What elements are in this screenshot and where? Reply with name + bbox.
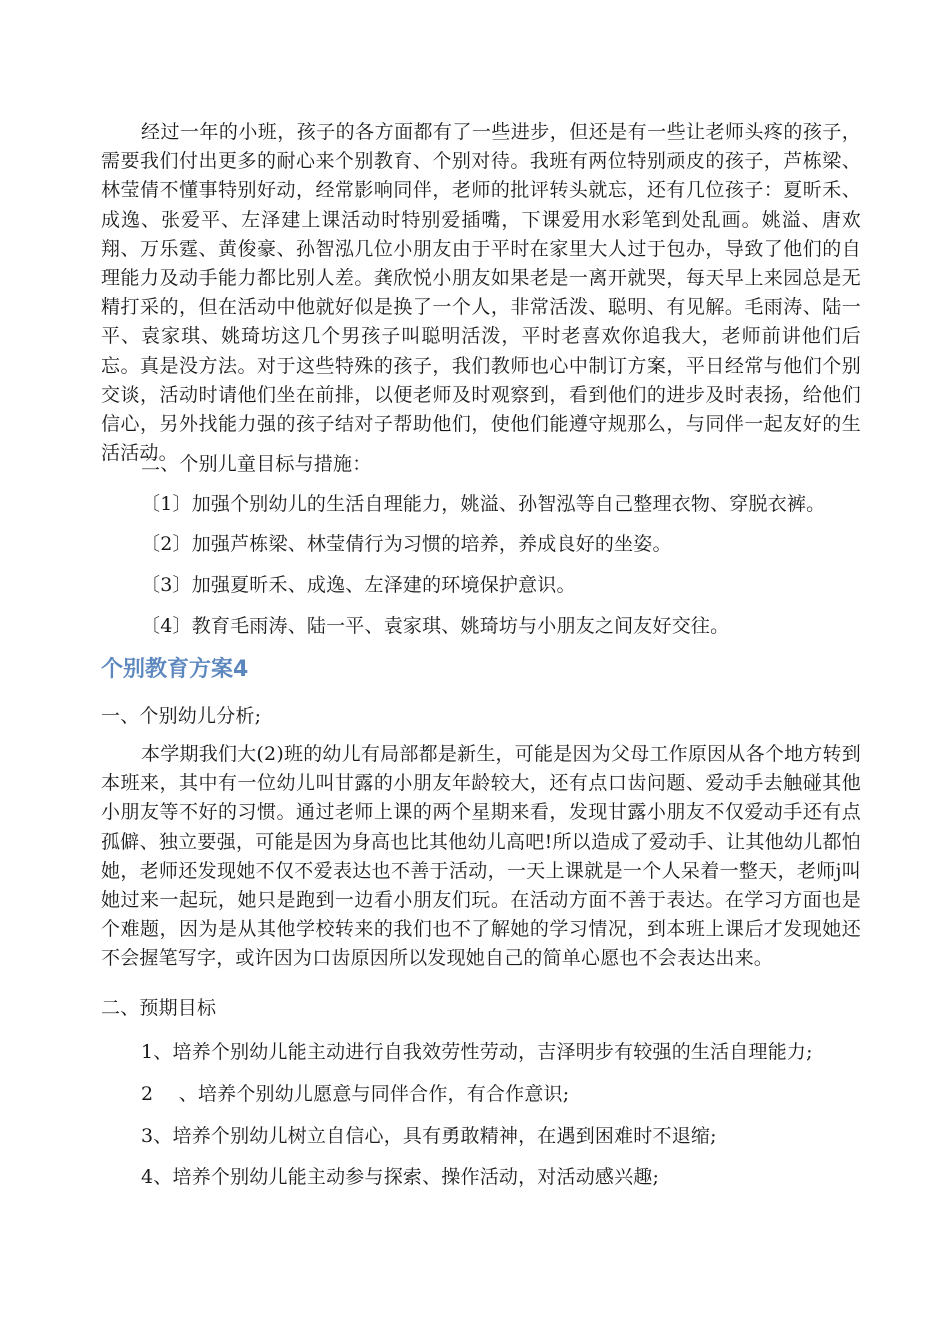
- goal-item-2: 2 、培养个别幼儿愿意与同伴合作，有合作意识;: [141, 1083, 570, 1105]
- analysis-paragraph: 本学期我们大(2)班的幼儿有局部都是新生，可能是因为父母工作原因从各个地方转到本班来，其中有一位幼儿叫甘露的小朋友年龄较大，还有点口齿问题、爱动手去触碰其他小朋友等不好的习惯。通过老师上课的两个星期来看，发现甘露小朋友不仅爱动手还有点孤僻、独立要强，可能是因为身高也比其他幼儿高吧!所以造成了爱动手、让其他幼儿都怕她，老师还发现她不仅不爱表达也不善于活动，一天上课就是一个人呆着一整天，老师j叫她过来一起玩，她只是跑到一边看小朋友们玩。在活动方面不善于表达。在学习方面也是个难题，因为是从其他学校转来的我们也不了解她的学习情况，到本班上课后才发现她还不会握笔写字，或许因为口齿原因所以发现她自己的简单心愿也不会表达出来。: [101, 743, 861, 970]
- measure-item-3: 〔3〕加强夏昕禾、成逸、左泽建的环境保护意识。: [141, 574, 576, 596]
- section-title-measures: 二、个别儿童目标与措施：: [141, 453, 372, 475]
- goal-item-4: 4、培养个别幼儿能主动参与探索、操作活动，对活动感兴趣;: [141, 1166, 660, 1188]
- goal-item-1: 1、培养个别幼儿能主动进行自我效劳性劳动，吉泽明步有较强的生活自理能力;: [141, 1041, 813, 1063]
- intro-paragraph: 经过一年的小班，孩子的各方面都有了一些进步，但还是有一些让老师头疼的孩子，需要我们付出更多的耐心来个别教育、个别对待。我班有两位特别顽皮的孩子，芦栋梁、林莹倩不懂事特别好动，经常影响同伴，老师的批评转头就忘，还有几位孩子：夏昕禾、成逸、张爱平、左泽建上课活动时特别爱插嘴，下课爱用水彩笔到处乱画。姚溢、唐欢翔、万乐霆、黄俊豪、孙智泓几位小朋友由于平时在家里大人过于包办，导致了他们的自理能力及动手能力都比别人差。龚欣悦小朋友如果老是一离开就哭，每天早上来园总是无精打采的，但在活动中他就好似是换了一个人，非常活泼、聪明、有见解。毛雨涛、陆一平、袁家琪、姚琦坊这几个男孩子叫聪明活泼，平时老喜欢你追我大，老师前讲他们后忘。真是没方法。对于这些特殊的孩子，我们教师也心中制订方案，平日经常与他们个别交谈，活动时请他们坐在前排，以便老师及时观察到，看到他们的进步及时表扬，给他们信心，另外找能力强的孩子结对子帮助他们，使他们能遵守规那么，与同伴一起友好的生活活动。: [101, 121, 861, 465]
- measure-item-1: 〔1〕加强个别幼儿的生活自理能力，姚溢、孙智泓等自己整理衣物、穿脱衣裤。: [141, 493, 826, 515]
- section-title-goals: 二、预期目标: [101, 997, 217, 1019]
- section-title-analysis: 一、个别幼儿分析;: [101, 705, 262, 727]
- goal-item-3: 3、培养个别幼儿树立自信心，具有勇敢精神，在遇到困难时不退缩;: [141, 1125, 717, 1147]
- measure-item-2: 〔2〕加强芦栋梁、林莹倩行为习惯的培养，养成良好的坐姿。: [141, 533, 672, 555]
- section-heading-plan-4: 个别教育方案4: [101, 657, 249, 682]
- measure-item-4: 〔4〕教育毛雨涛、陆一平、袁家琪、姚琦坊与小朋友之间友好交往。: [141, 615, 730, 637]
